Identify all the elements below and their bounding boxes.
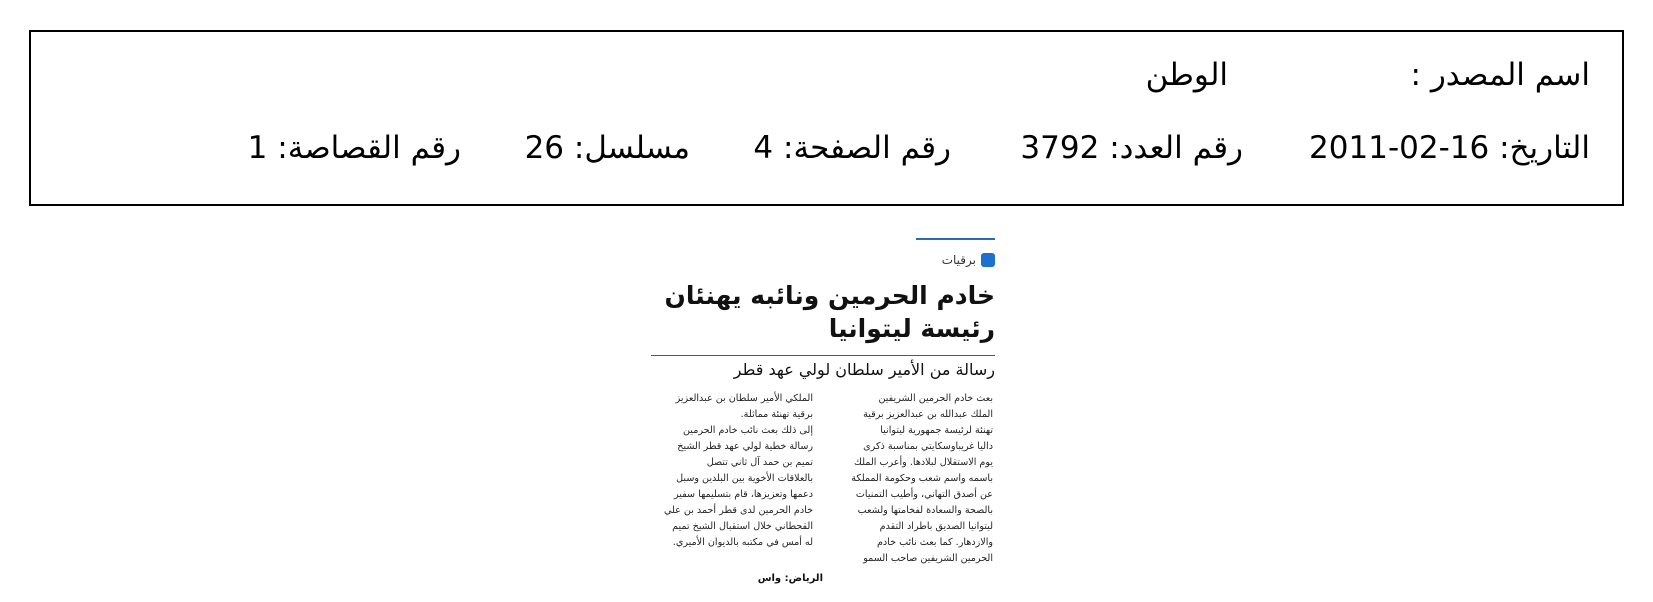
article-credit: الرياض: واس xyxy=(757,573,823,584)
section-tag xyxy=(942,253,995,267)
serial-value: 26 xyxy=(524,130,565,166)
article-column-right: بعث خادم الحرمين الشريفين الملك عبدالله بن عبدالعزيز برقية تهنئة لرئيسة جمهورية ليتوانيا داليا غريباوسكايتي بمناسبة ذكرى يوم الاستقلال لبلادها. وأعرب الملك باسمه واسم شعب وحكومة المملكة عن أصدق التهاني، وأطيب التمنيات بالصحة والسعادة لفخامتها ولشعب ليتوانيا الصديق باطراد التقدم والازدهار. كما بعث نائب خادم الحرمين الشريفين صاحب السمو xyxy=(851,393,993,564)
clip-field xyxy=(248,130,461,166)
serial-label: مسلسل: xyxy=(573,130,690,166)
page-value: 4 xyxy=(753,130,774,166)
issue-field xyxy=(1020,130,1243,166)
page-field xyxy=(753,130,951,166)
source-label: اسم المصدر : xyxy=(1410,57,1590,93)
article-column-left: الملكي الأمير سلطان بن عبدالعزيز برقية تهنئة مماثلة. إلى ذلك بعث نائب خادم الحرمين رسالة خطية لولي عهد قطر الشيخ تميم بن حمد آل ثاني تتصل بالعلاقات الأخوية بين البلدين وسبل دعمها وتعزيزها، قام بتسليمها سفير خادم الحرمين لدى قطر أحمد بن علي القحطاني خلال استقبال الشيخ تميم له أمس في مكتبه بالديوان الأميري. xyxy=(663,393,813,548)
section-rule xyxy=(916,238,995,240)
issue-value: 3792 xyxy=(1020,130,1100,166)
section-label: برقيات xyxy=(941,253,976,267)
headline-divider xyxy=(651,355,995,356)
clip-value: 1 xyxy=(247,130,268,166)
date-label: التاريخ: xyxy=(1499,130,1590,166)
square-bullet-icon xyxy=(981,253,995,267)
newspaper-clipping xyxy=(651,235,995,590)
issue-label: رقم العدد: xyxy=(1109,130,1243,166)
headline-line-1: خادم الحرمين ونائبه يهنئان xyxy=(664,281,995,310)
page-label: رقم الصفحة: xyxy=(783,130,951,166)
date-value: 2011-02-16 xyxy=(1309,130,1490,166)
article-subheadline: رسالة من الأمير سلطان لولي عهد قطر xyxy=(733,360,995,379)
headline-line-2: رئيسة ليتوانيا xyxy=(828,314,995,343)
date-field xyxy=(1309,130,1590,166)
clip-label: رقم القصاصة: xyxy=(277,130,461,166)
source-value: الوطن xyxy=(1145,57,1228,93)
article-headline xyxy=(651,279,995,345)
serial-field xyxy=(525,130,690,166)
metadata-header-box xyxy=(29,30,1624,206)
